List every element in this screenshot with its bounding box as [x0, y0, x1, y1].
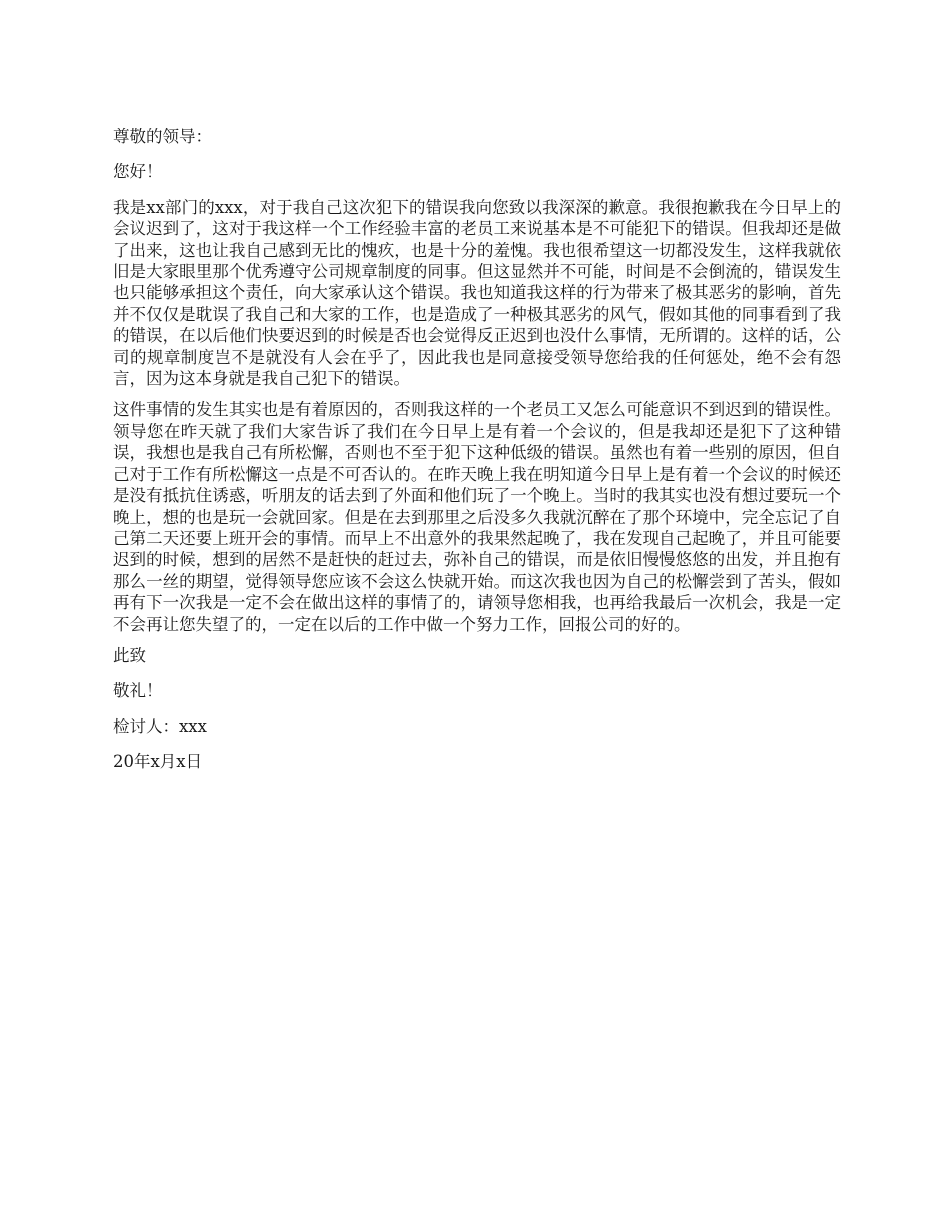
greeting: 您好！ — [113, 162, 163, 182]
date: 20年x月x日 — [113, 752, 203, 772]
signature: 检讨人：xxx — [113, 716, 207, 736]
salutation: 尊敬的领导： — [113, 127, 212, 146]
closing-line-2: 敬礼！ — [113, 681, 163, 701]
letter-body — [113, 126, 841, 787]
closing-line-1: 此致 — [113, 645, 146, 665]
paragraph-apology: 我是xx部门的xxx，对于我自己这次犯下的错误我向您致以我深深的歉意。我很抱歉我在今日早上的会议迟到了，这对于我这样一个工作经验丰富的老员工来说基本是不可能犯下的错误。但我却还是做了出来，这也让我自己感到无比的愧疚，也是十分的羞愧。我也很希望这一切都没发生，这样我就依旧是大家眼里那个优秀遵守公司规章制度的同事。但这显然并不可能，时间是不会倒流的，错误发生也只能够承担这个责任，向大家承认这个错误。我也知道我这样的行为带来了极其恶劣的影响，首先并不仅仅是耽误了我自己和大家的工作，也是造成了一种极其恶劣的风气，假如其他的同事看到了我的错误，在以后他们快要迟到的时候是否也会觉得反正迟到也没什么事情，无所谓的。这样的话，公司的规章制度岂不是就没有人会在乎了，因此我也是同意接受领导您给我的任何惩处，绝不会有怨言，因为这本身就是我自己犯下的错误。 — [113, 197, 841, 389]
paragraph-reason: 这件事情的发生其实也是有着原因的，否则我这样的一个老员工又怎么可能意识不到迟到的错误性。领导您在昨天就了我们大家告诉了我们在今日早上是有着一个会议的，但是我却还是犯下了这种错误，我想也是我自己有所松懈，否则也不至于犯下这种低级的错误。虽然也有着一些别的原因，但自己对于工作有所松懈这一点是不可否认的。在昨天晚上我在明知道今日早上是有着一个会议的时候还是没有抵抗住诱惑，听朋友的话去到了外面和他们玩了一个晚上。当时的我其实也没有想过要玩一个晚上，想的也是玩一会就回家。但是在去到那里之后没多久我就沉醉在了那个环境中，完全忘记了自己第二天还要上班开会的事情。而早上不出意外的我果然起晚了，我在发现自己起晚了，并且可能要迟到的时候，想到的居然不是赶快的赶过去，弥补自己的错误，而是依旧慢慢悠悠的出发，并且抱有那么一丝的期望，觉得领导您应该不会这么快就开始。而这次我也因为自己的松懈尝到了苦头，假如再有下一次我是一定不会在做出这样的事情了的，请领导您相我，也再给我最后一次机会，我是一定不会再让您失望了的，一定在以后的工作中做一个努力工作，回报公司的好的。 — [113, 400, 841, 634]
